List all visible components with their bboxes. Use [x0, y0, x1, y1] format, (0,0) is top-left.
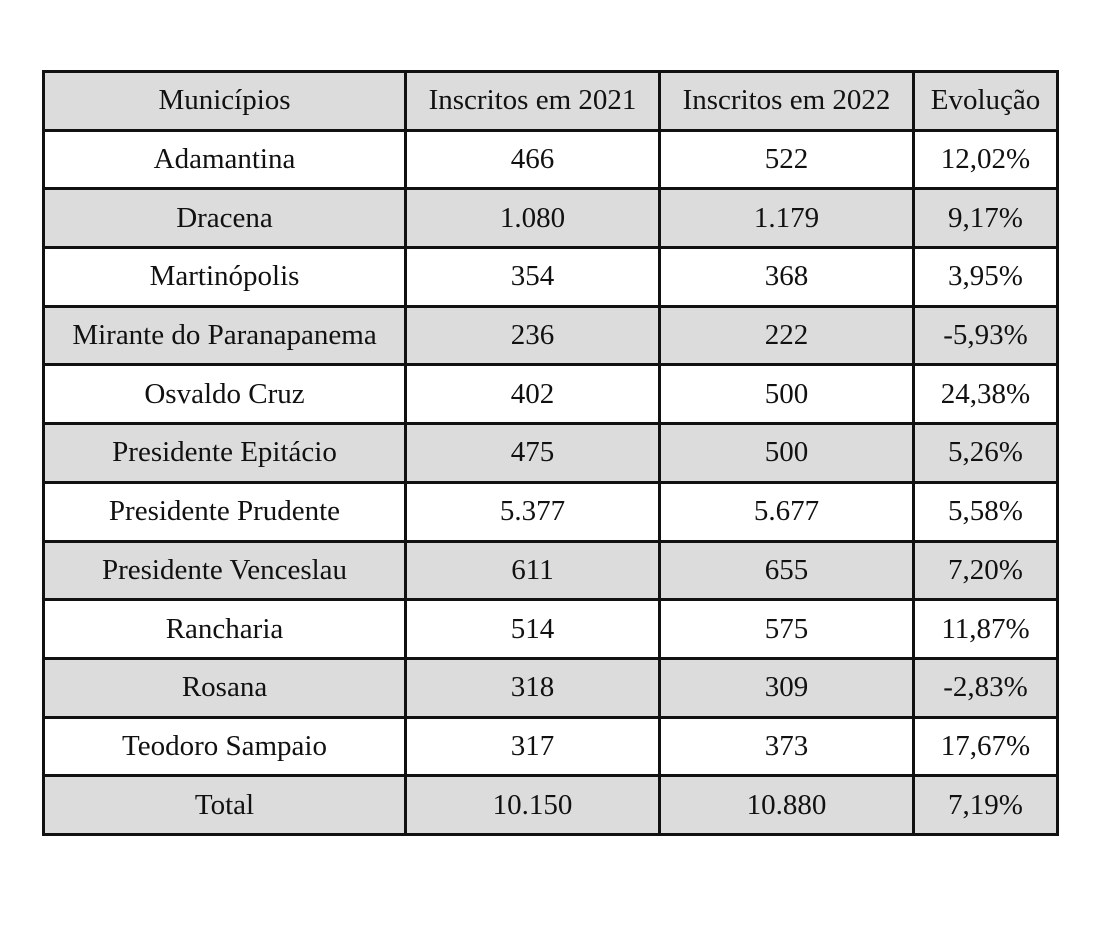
- cell-total-2021: 10.150: [406, 776, 660, 835]
- cell-evolucao: 5,58%: [914, 482, 1058, 541]
- cell-municipio: Mirante do Paranapanema: [44, 306, 406, 365]
- cell-evolucao: -5,93%: [914, 306, 1058, 365]
- cell-inscritos-2021: 466: [406, 130, 660, 189]
- cell-municipio: Presidente Venceslau: [44, 541, 406, 600]
- header-municipios: Municípios: [44, 72, 406, 131]
- cell-inscritos-2021: 514: [406, 600, 660, 659]
- cell-inscritos-2022: 575: [660, 600, 914, 659]
- cell-municipio: Rosana: [44, 658, 406, 717]
- cell-inscritos-2021: 317: [406, 717, 660, 776]
- cell-evolucao: 7,20%: [914, 541, 1058, 600]
- cell-inscritos-2021: 402: [406, 365, 660, 424]
- cell-municipio: Dracena: [44, 189, 406, 248]
- cell-evolucao: 17,67%: [914, 717, 1058, 776]
- cell-inscritos-2022: 500: [660, 424, 914, 483]
- cell-evolucao: 24,38%: [914, 365, 1058, 424]
- enrollment-table: [42, 70, 1059, 836]
- cell-inscritos-2022: 1.179: [660, 189, 914, 248]
- table-row: [44, 130, 1058, 189]
- cell-evolucao: 5,26%: [914, 424, 1058, 483]
- header-row: [44, 72, 1058, 131]
- cell-evolucao: -2,83%: [914, 658, 1058, 717]
- header-inscritos-2021: Inscritos em 2021: [406, 72, 660, 131]
- cell-inscritos-2022: 373: [660, 717, 914, 776]
- cell-inscritos-2021: 1.080: [406, 189, 660, 248]
- table-row: [44, 189, 1058, 248]
- cell-inscritos-2021: 5.377: [406, 482, 660, 541]
- cell-evolucao: 11,87%: [914, 600, 1058, 659]
- cell-inscritos-2021: 475: [406, 424, 660, 483]
- cell-evolucao: 3,95%: [914, 248, 1058, 307]
- table-row: [44, 658, 1058, 717]
- table-row: [44, 424, 1058, 483]
- header-evolucao: Evolução: [914, 72, 1058, 131]
- table-row: [44, 717, 1058, 776]
- cell-inscritos-2022: 655: [660, 541, 914, 600]
- cell-evolucao: 9,17%: [914, 189, 1058, 248]
- cell-municipio: Martinópolis: [44, 248, 406, 307]
- cell-municipio: Rancharia: [44, 600, 406, 659]
- cell-inscritos-2021: 236: [406, 306, 660, 365]
- cell-municipio: Presidente Prudente: [44, 482, 406, 541]
- cell-inscritos-2021: 354: [406, 248, 660, 307]
- cell-inscritos-2022: 5.677: [660, 482, 914, 541]
- cell-total-2022: 10.880: [660, 776, 914, 835]
- cell-inscritos-2021: 611: [406, 541, 660, 600]
- table-row: [44, 541, 1058, 600]
- cell-evolucao: 12,02%: [914, 130, 1058, 189]
- cell-inscritos-2021: 318: [406, 658, 660, 717]
- cell-total-label: Total: [44, 776, 406, 835]
- cell-total-evolucao: 7,19%: [914, 776, 1058, 835]
- total-row: [44, 776, 1058, 835]
- table-row: [44, 600, 1058, 659]
- table-row: [44, 306, 1058, 365]
- table-row: [44, 482, 1058, 541]
- cell-inscritos-2022: 368: [660, 248, 914, 307]
- cell-inscritos-2022: 522: [660, 130, 914, 189]
- header-inscritos-2022: Inscritos em 2022: [660, 72, 914, 131]
- cell-inscritos-2022: 500: [660, 365, 914, 424]
- cell-municipio: Osvaldo Cruz: [44, 365, 406, 424]
- cell-municipio: Adamantina: [44, 130, 406, 189]
- cell-inscritos-2022: 309: [660, 658, 914, 717]
- cell-inscritos-2022: 222: [660, 306, 914, 365]
- table-row: [44, 248, 1058, 307]
- cell-municipio: Presidente Epitácio: [44, 424, 406, 483]
- table-row: [44, 365, 1058, 424]
- cell-municipio: Teodoro Sampaio: [44, 717, 406, 776]
